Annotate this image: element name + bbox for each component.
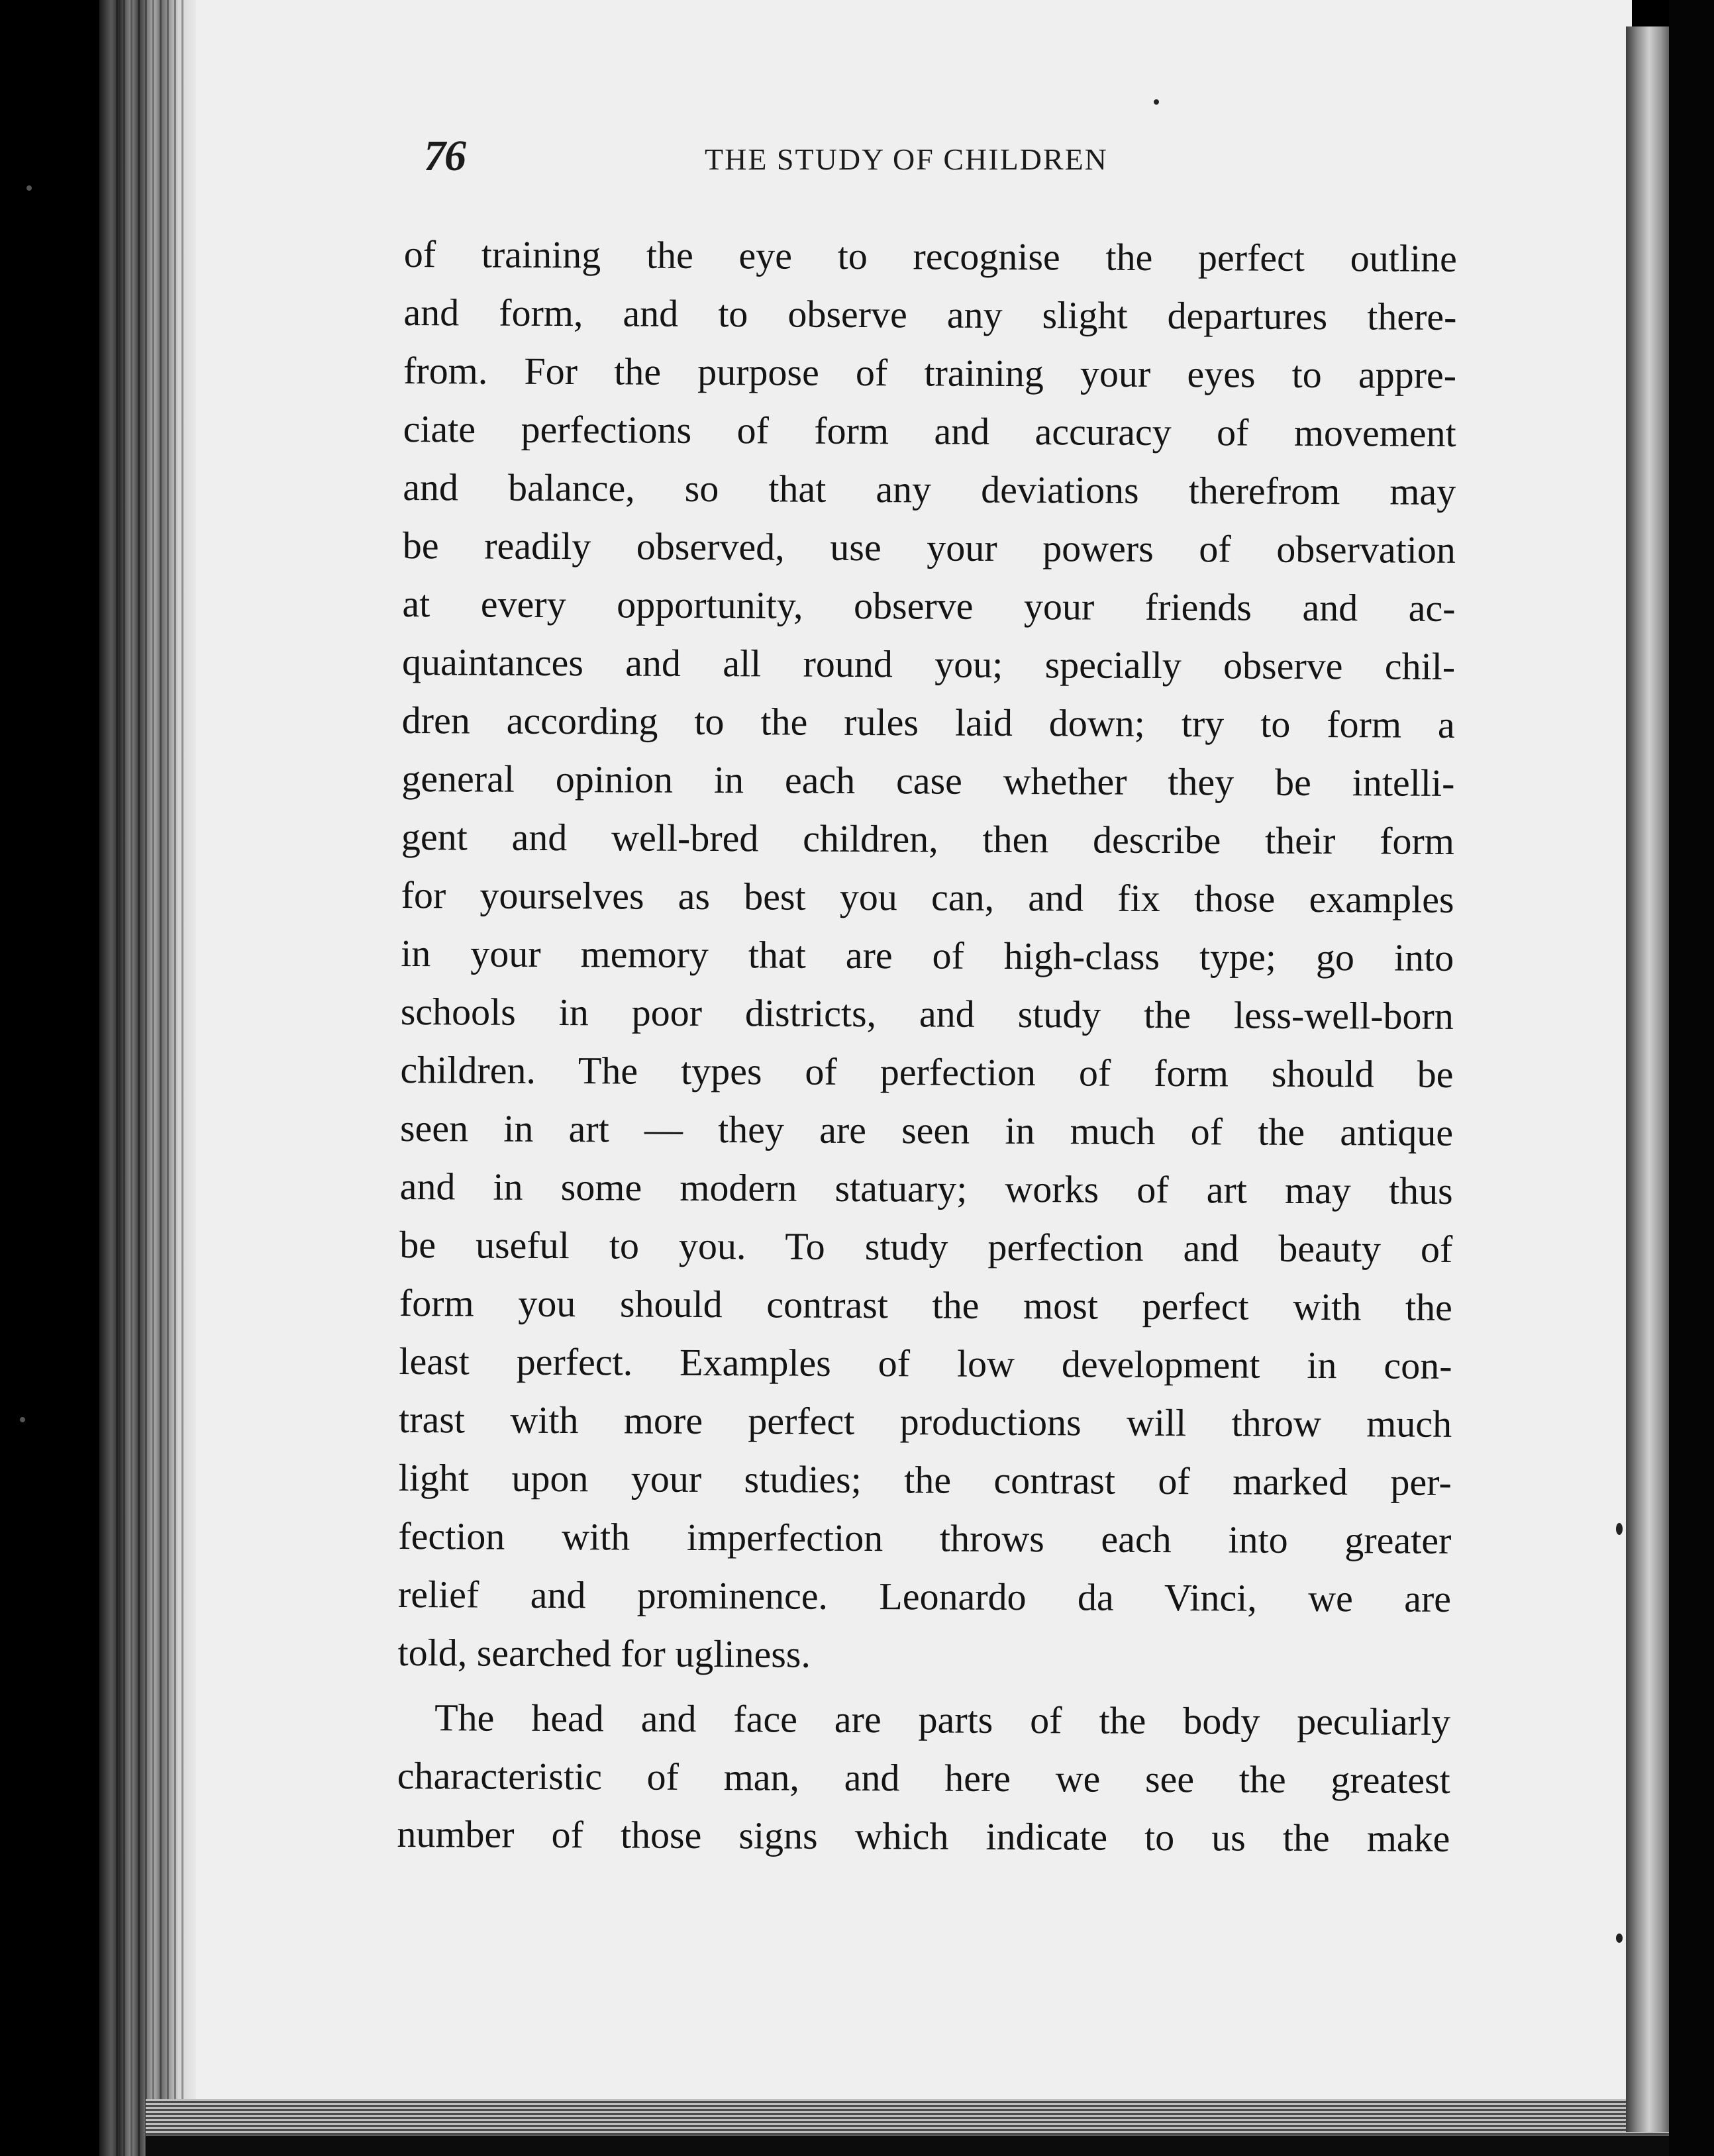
text-line: fection with imperfection throws each into greater [398, 1514, 1452, 1562]
text-line: told, searched for ugliness. [397, 1630, 811, 1676]
text-line: dren according to the rules laid down; try to form a [401, 698, 1455, 746]
text-line: gent and well-bred children, then describe their form [401, 814, 1455, 863]
text-line: of training the eye to recognise the perfect outline [403, 232, 1457, 280]
text-line: in your memory that are of high-class type; go into [401, 931, 1454, 979]
page-stack-left-lines [116, 0, 189, 2156]
dust-speck [1616, 1523, 1623, 1535]
text-line: and in some modern statuary; works of art may thus [399, 1164, 1453, 1212]
right-margin-dark [1669, 0, 1714, 2156]
text-line: seen in art — they are seen in much of the antique [399, 1106, 1454, 1154]
text-line: trast with more perfect productions will throw much [398, 1397, 1452, 1446]
text-line: least perfect. Examples of low development in con- [399, 1339, 1452, 1387]
body-text [397, 225, 1457, 1868]
dust-speck [1154, 99, 1159, 105]
text-line: and form, and to observe any slight departures there- [403, 290, 1457, 338]
text-line: The head and face are parts of the body peculiarly [434, 1696, 1451, 1743]
text-line: be useful to you. To study perfection and beauty of [399, 1222, 1453, 1271]
text-line: be readily observed, use your powers of observation [402, 523, 1456, 571]
text-line: light upon your studies; the contrast of marked per- [398, 1455, 1452, 1504]
text-line: children. The types of perfection of form should be [400, 1048, 1454, 1096]
page-header [424, 131, 1285, 184]
paragraph-2 [397, 1689, 1450, 1868]
page-number: 76 [424, 132, 465, 180]
text-line: schools in poor districts, and study the less-well-born [400, 989, 1454, 1038]
text-line: ciate perfections of form and accuracy of movement [403, 407, 1456, 455]
text-line: number of those signs which indicate to us the make [397, 1812, 1450, 1860]
text-line: quaintances and all round you; specially observe chil- [401, 640, 1456, 688]
text-line: and balance, so that any deviations therefrom may [403, 465, 1456, 513]
bottom-shadow [146, 2135, 1714, 2156]
text-line: relief and prominence. Leonardo da Vinci, we are [397, 1572, 1452, 1620]
page-stack-bottom-edge [146, 2099, 1669, 2139]
paragraph-1 [397, 225, 1457, 1687]
dust-speck [20, 1417, 25, 1422]
dust-speck [1616, 1934, 1623, 1943]
dust-speck [26, 185, 32, 191]
running-head: THE STUDY OF CHILDREN [705, 142, 1108, 176]
text-line: characteristic of man, and here we see the greatest [397, 1753, 1450, 1802]
text-line: general opinion in each case whether they be intelli- [401, 756, 1455, 805]
text-line: from. For the purpose of training your eyes to appre- [403, 348, 1457, 397]
text-line: at every opportunity, observe your friends and ac- [402, 581, 1456, 630]
gutter-edge [1626, 26, 1672, 2132]
text-line: form you should contrast the most perfect with the [399, 1281, 1453, 1329]
text-line: for yourselves as best you can, and fix those examples [401, 873, 1454, 921]
